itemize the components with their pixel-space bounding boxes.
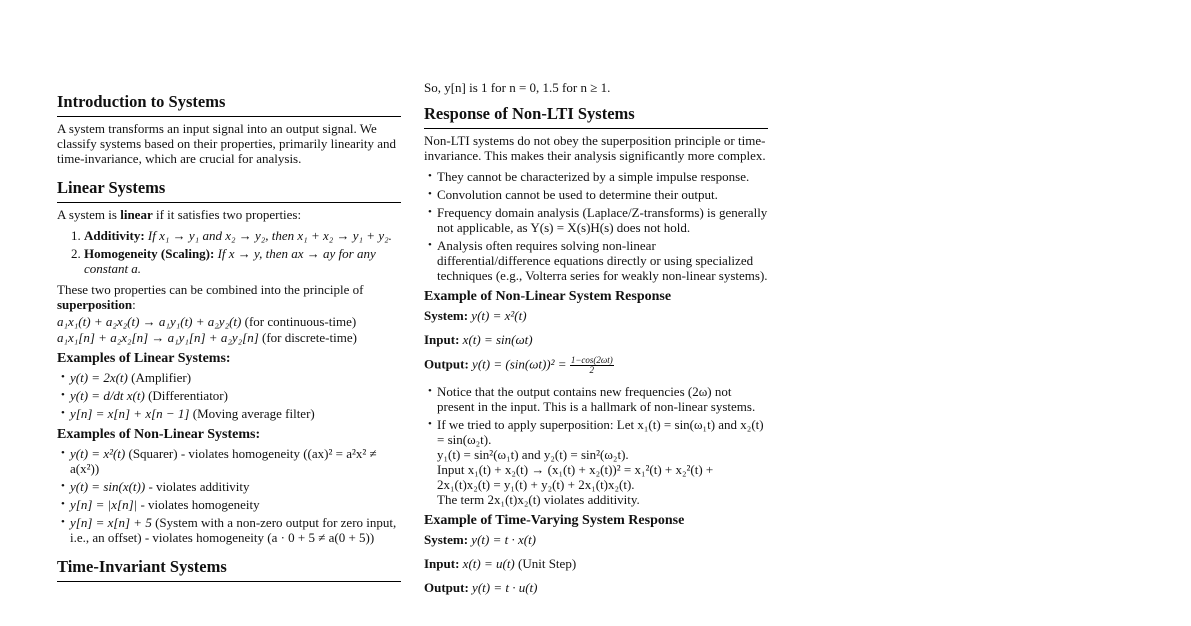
input-eq: x(t) = sin(ωt) xyxy=(462,332,533,347)
linear-examples-list xyxy=(57,370,401,421)
example-eq: y[n] = x[n] + 5 xyxy=(70,515,152,530)
nonlti-text: Non-LTI systems do not obey the superposition principle or time-invariance. This makes their analysis significantly more complex. xyxy=(424,133,766,163)
superposition-conclusion: The term 2x₁(t)x₂(t) violates additivity. xyxy=(437,492,640,507)
nonlinear-output-row xyxy=(424,356,768,375)
example-note: - violates homogeneity xyxy=(140,497,260,512)
linear-lead-bold: linear xyxy=(120,207,153,222)
list-item xyxy=(70,446,401,476)
timevarying-response-title: Example of Time-Varying System Response xyxy=(424,513,685,528)
example-eq: y(t) = x²(t) xyxy=(70,446,126,461)
intro-title: Introduction to Systems xyxy=(57,92,401,117)
system-label: System: xyxy=(424,308,469,323)
list-item: • Convolution cannot be used to determine their output. xyxy=(437,187,768,202)
eq-discrete: a₁x₁[n] + a₂x₂[n] → a₁y₁[n] + a₂y₂[n] xyxy=(57,330,259,345)
eq-discrete-note: (for discrete-time) xyxy=(262,330,357,345)
output-label: Output: xyxy=(424,580,469,595)
top-line: So, y[n] is 1 for n = 0, 1.5 for n ≥ 1. xyxy=(424,80,611,95)
timevarying-input-row xyxy=(424,556,768,571)
output-fraction xyxy=(570,356,614,375)
timevarying-system-row xyxy=(424,532,768,547)
list-item xyxy=(70,497,401,512)
nonlinear-system-row xyxy=(424,308,768,323)
output-eq: y(t) = (sin(ωt))² = xyxy=(472,356,567,372)
example-note: - violates additivity xyxy=(148,479,250,494)
example-note: (Squarer) - violates homogeneity ((ax)² = a²x² ≠ a(x²)) xyxy=(70,446,377,476)
superposition-discrete xyxy=(57,330,401,345)
superposition-outputs: y₁(t) = sin²(ω₁t) and y₂(t) = sin²(ω₂t). xyxy=(437,447,629,462)
system-label: System: xyxy=(424,532,469,547)
list-item xyxy=(70,388,401,403)
superposition-combined: Input x₁(t) + x₂(t) → (x₁(t) + x₂(t))² = x₁²(t) + x₂²(t) + 2x₁(t)x₂(t) = y₁(t) + y₂(t) + 2x₁(t)x₂(t). xyxy=(437,462,714,492)
fraction-numerator: 1−cos(2ωt) xyxy=(570,355,613,365)
output-eq: y(t) = t · u(t) xyxy=(472,580,538,595)
linear-lead-pre: A system is xyxy=(57,207,121,222)
nonlinear-notes-list xyxy=(424,384,768,507)
superposition-pre: These two properties can be combined into the principle of xyxy=(57,282,364,297)
example-eq: y(t) = sin(x(t)) xyxy=(70,479,146,494)
timevarying-output-row xyxy=(424,580,768,595)
nonlinear-input-row xyxy=(424,332,768,347)
property-homogeneity xyxy=(84,246,401,276)
input-label: Input: xyxy=(424,556,460,571)
nonlinear-examples-title: Examples of Non-Linear Systems: xyxy=(57,427,261,442)
input-note: (Unit Step) xyxy=(518,556,577,571)
intro-text: A system transforms an input signal into an output signal. We classify systems based on their properties, primarily linearity and time-invariance, which are crucial for analysis. xyxy=(57,121,396,166)
linear-properties-list xyxy=(57,228,401,276)
list-item xyxy=(70,515,401,545)
nonlinear-examples-list xyxy=(57,446,401,545)
list-item: • Analysis often requires solving non-linear differential/difference equations directly or using specialized techniques (e.g., Volterra series for weakly non-linear systems). xyxy=(437,238,768,283)
example-note: (Differentiator) xyxy=(148,388,228,403)
homogeneity-label: Homogeneity (Scaling): xyxy=(84,246,215,261)
list-item: • Notice that the output contains new frequencies (2ω) not present in the input. This is a hallmark of non-linear systems. xyxy=(437,384,768,414)
example-note: (System with a non-zero output for zero input, i.e., an offset) - violates homogeneity (a · 0 + 5 ≠ a(0 + 5)) xyxy=(70,515,397,545)
right-column xyxy=(424,80,768,604)
fraction-denominator: 2 xyxy=(589,365,595,375)
example-eq: y[n] = |x[n]| xyxy=(70,497,138,512)
left-column xyxy=(57,92,401,586)
example-eq: y(t) = 2x(t) xyxy=(70,370,128,385)
system-eq: y(t) = x²(t) xyxy=(471,308,527,323)
nonlti-list xyxy=(424,169,768,283)
additivity-label: Additivity: xyxy=(84,228,145,243)
superposition-bold: superposition xyxy=(57,297,133,312)
example-eq: y(t) = d/dt x(t) xyxy=(70,388,145,403)
superposition-attempt: If we tried to apply superposition: Let x₁(t) = sin(ω₁t) and x₂(t) = sin(ω₂t). xyxy=(437,417,764,447)
list-item xyxy=(70,406,401,421)
eq-continuous: a₁x₁(t) + a₂x₂(t) → a₁y₁(t) + a₂y₂(t) xyxy=(57,314,242,329)
nonlti-title: Response of Non-LTI Systems xyxy=(424,104,768,129)
input-label: Input: xyxy=(424,332,460,347)
superposition-post: : xyxy=(132,297,136,312)
output-label: Output: xyxy=(424,356,469,372)
nonlinear-response-title: Example of Non-Linear System Response xyxy=(424,289,672,304)
input-eq: x(t) = u(t) xyxy=(462,556,515,571)
linear-examples-title: Examples of Linear Systems: xyxy=(57,351,231,366)
example-eq: y[n] = x[n] + x[n − 1] xyxy=(70,406,190,421)
timeinvariant-title: Time-Invariant Systems xyxy=(57,557,401,582)
list-item xyxy=(70,479,401,494)
homogeneity-text: If x → y, then ax → ay for any constant a. xyxy=(84,246,376,276)
example-note: (Amplifier) xyxy=(131,370,192,385)
example-note: (Moving average filter) xyxy=(192,406,315,421)
eq-continuous-note: (for continuous-time) xyxy=(244,314,357,329)
additivity-text: If x₁ → y₁ and x₂ → y₂, then x₁ + x₂ → y₁ + y₂. xyxy=(147,228,392,243)
list-item: • They cannot be characterized by a simple impulse response. xyxy=(437,169,768,184)
list-item xyxy=(70,370,401,385)
linear-lead-post: if it satisfies two properties: xyxy=(152,207,302,222)
list-item: • Frequency domain analysis (Laplace/Z-transforms) is generally not applicable, as Y(s) = X(s)H(s) does not hold. xyxy=(437,205,768,235)
superposition-lead xyxy=(57,282,401,312)
system-eq: y(t) = t · x(t) xyxy=(471,532,537,547)
linear-lead xyxy=(57,207,401,222)
linear-title: Linear Systems xyxy=(57,178,401,203)
list-item xyxy=(437,417,768,507)
superposition-continuous xyxy=(57,314,401,329)
property-additivity xyxy=(84,228,401,243)
